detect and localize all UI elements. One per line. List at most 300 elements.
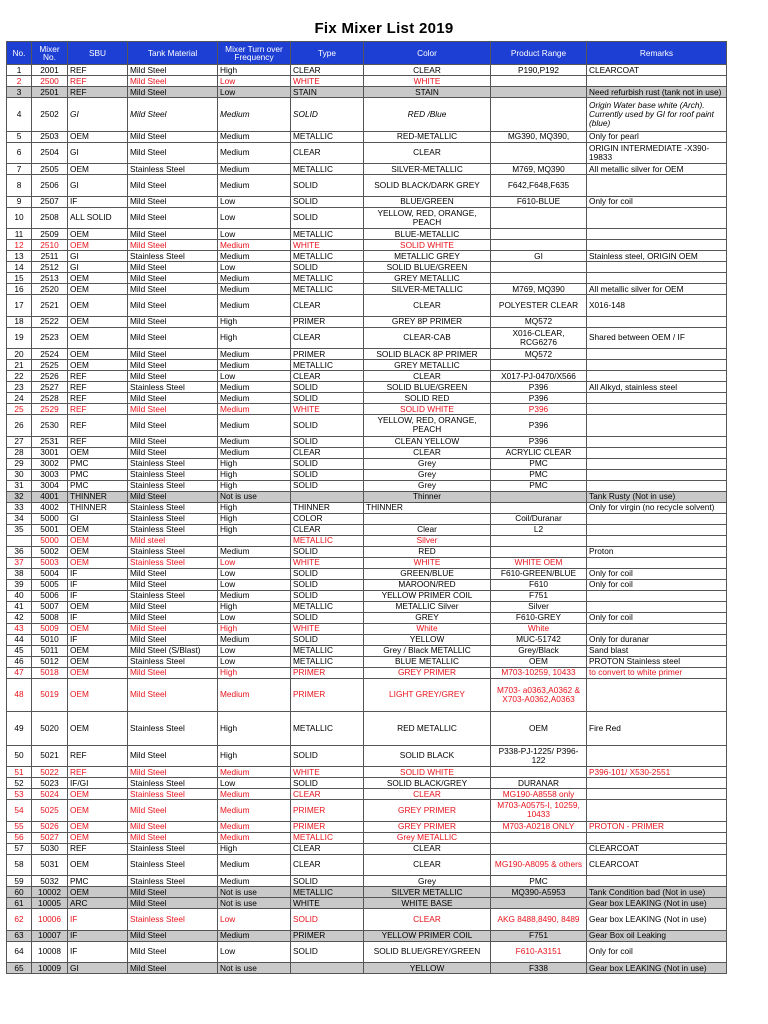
cell-remarks: PROTON - PRIMER — [587, 821, 727, 832]
cell-type: PRIMER — [291, 930, 364, 941]
cell-mixer-no: 2521 — [32, 295, 68, 317]
cell-tank-material: Mild Steel — [128, 207, 218, 229]
cell-remarks — [587, 76, 727, 87]
cell-tank-material: Stainless Steel — [128, 876, 218, 887]
cell-no: 44 — [7, 634, 32, 645]
cell-frequency: Low — [218, 778, 291, 789]
cell-sbu: PMC — [68, 469, 128, 480]
cell-mixer-no: 4002 — [32, 502, 68, 513]
cell-frequency: Medium — [218, 821, 291, 832]
cell-type: WHITE — [291, 767, 364, 778]
cell-tank-material: Mild Steel — [128, 436, 218, 447]
cell-remarks — [587, 415, 727, 437]
cell-product-range: MQ572 — [491, 349, 587, 360]
cell-mixer-no: 10005 — [32, 898, 68, 909]
cell-frequency: Low — [218, 612, 291, 623]
cell-no: 38 — [7, 568, 32, 579]
cell-product-range: M703-A0218 ONLY — [491, 821, 587, 832]
cell-type: SOLID — [291, 98, 364, 132]
cell-mixer-no: 2529 — [32, 404, 68, 415]
cell-type: SOLID — [291, 941, 364, 963]
cell-color: WHITE — [364, 76, 491, 87]
cell-frequency: Medium — [218, 240, 291, 251]
cell-color: WHITE BASE — [364, 898, 491, 909]
cell-remarks — [587, 513, 727, 524]
cell-frequency: Medium — [218, 404, 291, 415]
cell-frequency: Low — [218, 229, 291, 240]
cell-type: PRIMER — [291, 678, 364, 712]
cell-product-range: P396 — [491, 436, 587, 447]
table-row — [7, 656, 727, 667]
cell-product-range: F751 — [491, 930, 587, 941]
cell-remarks — [587, 371, 727, 382]
cell-color: YELLOW, RED, ORANGE, PEACH — [364, 207, 491, 229]
cell-product-range: P190,P192 — [491, 65, 587, 76]
cell-frequency: High — [218, 843, 291, 854]
cell-type: SOLID — [291, 436, 364, 447]
table-row — [7, 327, 727, 349]
cell-remarks: Need refurbish rust (tank not in use) — [587, 87, 727, 98]
cell-product-range: F610-BLUE — [491, 196, 587, 207]
cell-color: RED METALLIC — [364, 712, 491, 746]
cell-remarks — [587, 458, 727, 469]
cell-tank-material: Stainless Steel — [128, 480, 218, 491]
cell-sbu: IF — [68, 909, 128, 931]
cell-tank-material: Mild Steel (S/Blast) — [128, 645, 218, 656]
cell-color: Grey — [364, 469, 491, 480]
table-row — [7, 590, 727, 601]
cell-no: 25 — [7, 404, 32, 415]
cell-color: CLEAR — [364, 295, 491, 317]
cell-color: Thinner — [364, 491, 491, 502]
cell-type: SOLID — [291, 196, 364, 207]
cell-mixer-no: 2512 — [32, 262, 68, 273]
cell-sbu: OEM — [68, 712, 128, 746]
cell-frequency: High — [218, 667, 291, 678]
table-row — [7, 568, 727, 579]
cell-product-range: OEM — [491, 712, 587, 746]
cell-sbu: PMC — [68, 876, 128, 887]
cell-frequency: High — [218, 65, 291, 76]
cell-color: CLEAN YELLOW — [364, 436, 491, 447]
cell-tank-material: Mild Steel — [128, 800, 218, 822]
table-row — [7, 887, 727, 898]
cell-tank-material: Mild Steel — [128, 612, 218, 623]
cell-mixer-no: 5007 — [32, 601, 68, 612]
cell-no: 53 — [7, 789, 32, 800]
cell-sbu: ARC — [68, 898, 128, 909]
cell-mixer-no: 5022 — [32, 767, 68, 778]
cell-frequency: High — [218, 327, 291, 349]
cell-remarks: P396-101/ X530-2551 — [587, 767, 727, 778]
cell-product-range: MUC-51742 — [491, 634, 587, 645]
cell-type: SOLID — [291, 175, 364, 197]
cell-color: CLEAR-CAB — [364, 327, 491, 349]
cell-frequency: Medium — [218, 678, 291, 712]
cell-mixer-no: 5021 — [32, 745, 68, 767]
cell-remarks — [587, 524, 727, 535]
cell-type: SOLID — [291, 458, 364, 469]
cell-sbu: OEM — [68, 316, 128, 327]
cell-color: METALLIC Silver — [364, 601, 491, 612]
cell-color: YELLOW — [364, 963, 491, 974]
cell-mixer-no: 10006 — [32, 909, 68, 931]
cell-no: 60 — [7, 887, 32, 898]
cell-tank-material: Stainless Steel — [128, 513, 218, 524]
cell-remarks — [587, 480, 727, 491]
cell-mixer-no: 3003 — [32, 469, 68, 480]
cell-product-range: P396 — [491, 404, 587, 415]
cell-frequency: High — [218, 745, 291, 767]
cell-color: SOLID BLACK/DARK GREY — [364, 175, 491, 197]
cell-color: SOLID RED — [364, 393, 491, 404]
cell-no: 16 — [7, 284, 32, 295]
cell-tank-material: Stainless Steel — [128, 656, 218, 667]
cell-product-range — [491, 207, 587, 229]
cell-type: CLEAR — [291, 524, 364, 535]
cell-product-range: M703-A0575-I, 10259, 10433 — [491, 800, 587, 822]
cell-frequency: Medium — [218, 295, 291, 317]
cell-color: METALLIC GREY — [364, 251, 491, 262]
cell-no: 47 — [7, 667, 32, 678]
cell-color: SOLID BLACK/GREY — [364, 778, 491, 789]
cell-type: PRIMER — [291, 349, 364, 360]
cell-remarks — [587, 273, 727, 284]
cell-sbu: GI — [68, 963, 128, 974]
table-row — [7, 579, 727, 590]
cell-type: METALLIC — [291, 712, 364, 746]
cell-mixer-no: 2520 — [32, 284, 68, 295]
cell-mixer-no: 2505 — [32, 164, 68, 175]
cell-remarks: Only for coil — [587, 941, 727, 963]
cell-color: SILVER-METALLIC — [364, 164, 491, 175]
cell-remarks: Only for virgin (no recycle solvent) — [587, 502, 727, 513]
table-row — [7, 513, 727, 524]
cell-tank-material: Mild Steel — [128, 667, 218, 678]
cell-frequency — [218, 535, 291, 546]
table-row — [7, 284, 727, 295]
cell-sbu: OEM — [68, 284, 128, 295]
cell-no: 14 — [7, 262, 32, 273]
cell-type: SOLID — [291, 745, 364, 767]
cell-mixer-no: 2513 — [32, 273, 68, 284]
cell-product-range: P396 — [491, 382, 587, 393]
table-row — [7, 821, 727, 832]
cell-remarks — [587, 207, 727, 229]
cell-mixer-no: 5005 — [32, 579, 68, 590]
cell-color: Grey — [364, 480, 491, 491]
cell-type: PRIMER — [291, 821, 364, 832]
cell-remarks — [587, 557, 727, 568]
cell-tank-material: Mild Steel — [128, 371, 218, 382]
cell-frequency: Medium — [218, 175, 291, 197]
cell-tank-material: Mild Steel — [128, 142, 218, 164]
table-row — [7, 295, 727, 317]
cell-sbu: OEM — [68, 623, 128, 634]
cell-type: PRIMER — [291, 667, 364, 678]
cell-tank-material: Mild Steel — [128, 623, 218, 634]
cell-tank-material: Mild Steel — [128, 898, 218, 909]
cell-mixer-no: 2501 — [32, 87, 68, 98]
cell-color: SOLID WHITE — [364, 240, 491, 251]
cell-mixer-no: 2503 — [32, 131, 68, 142]
cell-sbu: REF — [68, 436, 128, 447]
cell-mixer-no: 5008 — [32, 612, 68, 623]
cell-frequency: Medium — [218, 349, 291, 360]
cell-color: CLEAR — [364, 909, 491, 931]
cell-color: SOLID BLUE/GREY/GREEN — [364, 941, 491, 963]
cell-tank-material: Stainless Steel — [128, 557, 218, 568]
cell-frequency: High — [218, 513, 291, 524]
cell-color: SOLID WHITE — [364, 404, 491, 415]
cell-sbu: OEM — [68, 887, 128, 898]
header-color: Color — [364, 42, 491, 65]
cell-frequency: Low — [218, 371, 291, 382]
cell-type: METALLIC — [291, 656, 364, 667]
cell-remarks — [587, 876, 727, 887]
cell-product-range: P396 — [491, 393, 587, 404]
cell-no: 39 — [7, 579, 32, 590]
cell-remarks: Stainless steel, ORIGIN OEM — [587, 251, 727, 262]
cell-sbu: OEM — [68, 295, 128, 317]
cell-color: SOLID WHITE — [364, 767, 491, 778]
cell-tank-material: Mild Steel — [128, 284, 218, 295]
cell-sbu: REF — [68, 87, 128, 98]
cell-remarks: X016-148 — [587, 295, 727, 317]
table-row — [7, 800, 727, 822]
cell-no: 20 — [7, 349, 32, 360]
cell-remarks: Only for duranar — [587, 634, 727, 645]
cell-tank-material: Mild Steel — [128, 360, 218, 371]
table-row — [7, 854, 727, 876]
cell-frequency: High — [218, 502, 291, 513]
cell-tank-material: Mild Steel — [128, 240, 218, 251]
cell-product-range — [491, 87, 587, 98]
cell-product-range: F610 — [491, 579, 587, 590]
cell-frequency: Medium — [218, 767, 291, 778]
table-row — [7, 316, 727, 327]
cell-tank-material: Mild Steel — [128, 930, 218, 941]
cell-frequency: Medium — [218, 98, 291, 132]
table-row — [7, 876, 727, 887]
cell-no: 13 — [7, 251, 32, 262]
cell-product-range — [491, 240, 587, 251]
cell-frequency: Low — [218, 941, 291, 963]
cell-no: 64 — [7, 941, 32, 963]
table-row — [7, 930, 727, 941]
cell-mixer-no: 5012 — [32, 656, 68, 667]
cell-type: METALLIC — [291, 535, 364, 546]
cell-remarks: Gear box LEAKING (Not in use) — [587, 909, 727, 931]
cell-remarks — [587, 262, 727, 273]
cell-no: 9 — [7, 196, 32, 207]
table-row — [7, 360, 727, 371]
cell-sbu: PMC — [68, 458, 128, 469]
cell-tank-material: Stainless Steel — [128, 546, 218, 557]
cell-mixer-no: 5020 — [32, 712, 68, 746]
cell-tank-material: Stainless Steel — [128, 382, 218, 393]
cell-remarks: Shared between OEM / IF — [587, 327, 727, 349]
cell-product-range: Coil/Duranar — [491, 513, 587, 524]
cell-sbu: OEM — [68, 821, 128, 832]
cell-tank-material: Stainless Steel — [128, 843, 218, 854]
cell-mixer-no: 2001 — [32, 65, 68, 76]
cell-product-range — [491, 229, 587, 240]
cell-tank-material: Stainless Steel — [128, 458, 218, 469]
cell-sbu: OEM — [68, 447, 128, 458]
cell-product-range: F751 — [491, 590, 587, 601]
table-row — [7, 131, 727, 142]
cell-frequency: Medium — [218, 447, 291, 458]
cell-mixer-no: 2500 — [32, 76, 68, 87]
cell-no: 30 — [7, 469, 32, 480]
cell-type: SOLID — [291, 612, 364, 623]
cell-mixer-no: 10007 — [32, 930, 68, 941]
cell-color — [364, 513, 491, 524]
cell-sbu: OEM — [68, 327, 128, 349]
table-body — [7, 65, 727, 974]
cell-color: GREY — [364, 612, 491, 623]
cell-color: LIGHT GREY/GREY — [364, 678, 491, 712]
cell-tank-material: Mild Steel — [128, 229, 218, 240]
cell-type: WHITE — [291, 76, 364, 87]
cell-remarks — [587, 590, 727, 601]
cell-mixer-no: 2524 — [32, 349, 68, 360]
cell-mixer-no: 5026 — [32, 821, 68, 832]
cell-type: CLEAR — [291, 789, 364, 800]
cell-remarks — [587, 436, 727, 447]
cell-type: STAIN — [291, 87, 364, 98]
cell-tank-material: Mild Steel — [128, 349, 218, 360]
cell-remarks: Only for coil — [587, 196, 727, 207]
cell-product-range — [491, 502, 587, 513]
cell-sbu: OEM — [68, 131, 128, 142]
cell-product-range: MQ572 — [491, 316, 587, 327]
table-row — [7, 789, 727, 800]
cell-remarks: Only for coil — [587, 612, 727, 623]
cell-color: CLEAR — [364, 789, 491, 800]
cell-frequency: Low — [218, 579, 291, 590]
cell-type: PRIMER — [291, 800, 364, 822]
cell-sbu: REF — [68, 745, 128, 767]
cell-no: 27 — [7, 436, 32, 447]
cell-color: CLEAR — [364, 65, 491, 76]
cell-no: 12 — [7, 240, 32, 251]
cell-tank-material: Stainless Steel — [128, 524, 218, 535]
cell-product-range: Silver — [491, 601, 587, 612]
table-row — [7, 436, 727, 447]
cell-sbu: IF/GI — [68, 778, 128, 789]
cell-tank-material: Mild Steel — [128, 963, 218, 974]
cell-type: WHITE — [291, 557, 364, 568]
cell-sbu: OEM — [68, 535, 128, 546]
table-header-row — [7, 42, 727, 65]
table-row — [7, 393, 727, 404]
cell-tank-material: Stainless Steel — [128, 854, 218, 876]
cell-product-range — [491, 98, 587, 132]
cell-color: SOLID BLUE/GREEN — [364, 382, 491, 393]
cell-mixer-no: 4001 — [32, 491, 68, 502]
table-row — [7, 601, 727, 612]
cell-remarks: Gear box LEAKING (Not in use) — [587, 898, 727, 909]
cell-tank-material: Mild Steel — [128, 941, 218, 963]
cell-frequency: Low — [218, 207, 291, 229]
cell-product-range: Grey/Black — [491, 645, 587, 656]
cell-type: WHITE — [291, 404, 364, 415]
cell-frequency: High — [218, 601, 291, 612]
cell-product-range: PMC — [491, 458, 587, 469]
cell-frequency: Low — [218, 557, 291, 568]
cell-frequency: Medium — [218, 360, 291, 371]
cell-sbu: OEM — [68, 349, 128, 360]
cell-type: METALLIC — [291, 832, 364, 843]
header-remarks: Remarks — [587, 42, 727, 65]
cell-remarks: Fire Red — [587, 712, 727, 746]
cell-sbu: OEM — [68, 164, 128, 175]
cell-no: 29 — [7, 458, 32, 469]
cell-type: WHITE — [291, 898, 364, 909]
cell-color: YELLOW PRIMER COIL — [364, 930, 491, 941]
cell-no: 31 — [7, 480, 32, 491]
cell-frequency: Medium — [218, 382, 291, 393]
cell-mixer-no: 5000 — [32, 535, 68, 546]
cell-color: BLUE-METALLIC — [364, 229, 491, 240]
cell-type: SOLID — [291, 876, 364, 887]
cell-tank-material: Mild Steel — [128, 447, 218, 458]
cell-color: CLEAR — [364, 854, 491, 876]
cell-no: 54 — [7, 800, 32, 822]
cell-remarks: CLEARCOAT — [587, 843, 727, 854]
cell-remarks — [587, 745, 727, 767]
cell-color: BLUE/GREEN — [364, 196, 491, 207]
cell-mixer-no: 2510 — [32, 240, 68, 251]
cell-sbu: GI — [68, 98, 128, 132]
cell-product-range: DURANAR — [491, 778, 587, 789]
cell-product-range — [491, 535, 587, 546]
cell-type: PRIMER — [291, 316, 364, 327]
cell-tank-material: Mild Steel — [128, 316, 218, 327]
cell-sbu: OEM — [68, 789, 128, 800]
cell-mixer-no: 5010 — [32, 634, 68, 645]
cell-mixer-no: 5001 — [32, 524, 68, 535]
cell-product-range — [491, 491, 587, 502]
table-row — [7, 458, 727, 469]
cell-sbu: REF — [68, 404, 128, 415]
table-row — [7, 469, 727, 480]
cell-color: CLEAR — [364, 371, 491, 382]
cell-remarks — [587, 360, 727, 371]
cell-type: SOLID — [291, 634, 364, 645]
cell-frequency: Medium — [218, 832, 291, 843]
cell-tank-material: Stainless Steel — [128, 712, 218, 746]
cell-product-range: ACRYLIC CLEAR — [491, 447, 587, 458]
cell-sbu: OEM — [68, 645, 128, 656]
table-row — [7, 65, 727, 76]
cell-mixer-no: 10008 — [32, 941, 68, 963]
cell-sbu: OEM — [68, 832, 128, 843]
cell-remarks: Only for pearl — [587, 131, 727, 142]
table-row — [7, 678, 727, 712]
cell-product-range — [491, 273, 587, 284]
cell-tank-material: Mild Steel — [128, 65, 218, 76]
cell-frequency: Medium — [218, 273, 291, 284]
cell-color: SILVER METALLIC — [364, 887, 491, 898]
cell-color: GREY PRIMER — [364, 800, 491, 822]
cell-no: 43 — [7, 623, 32, 634]
cell-mixer-no: 10002 — [32, 887, 68, 898]
cell-sbu: GI — [68, 175, 128, 197]
cell-type: METALLIC — [291, 284, 364, 295]
